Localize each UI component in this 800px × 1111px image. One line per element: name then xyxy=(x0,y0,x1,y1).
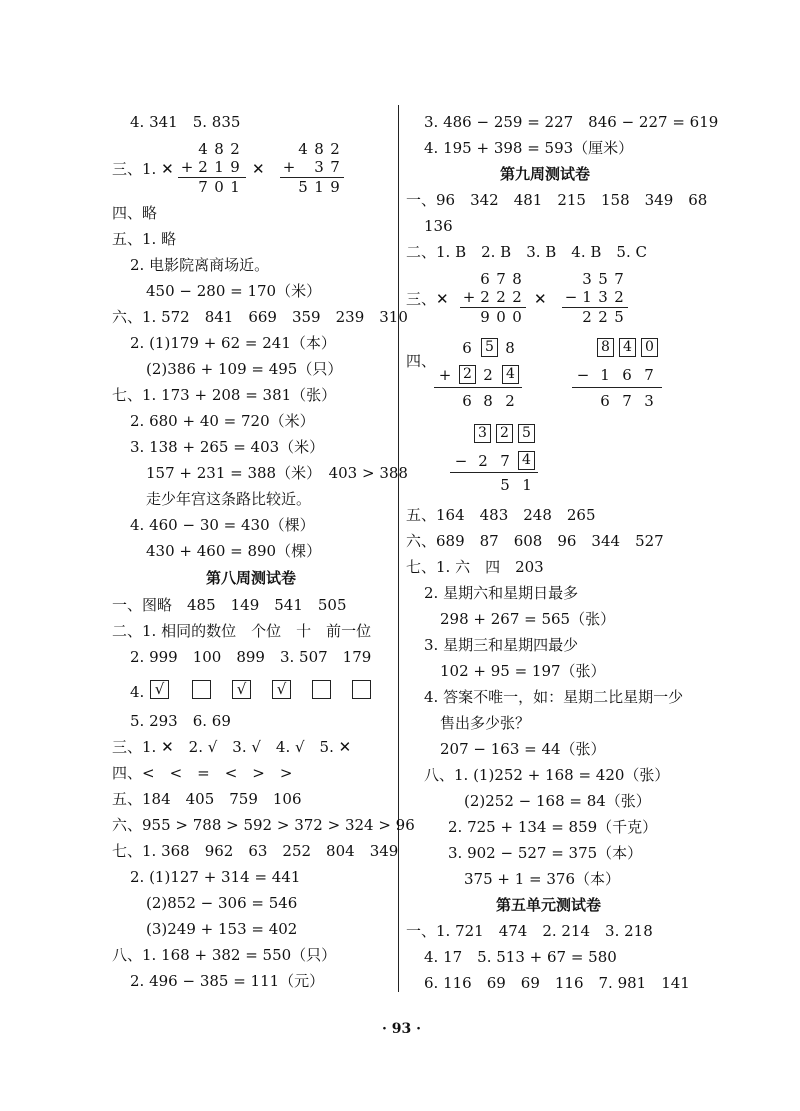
answer-line: 七、1. 173 + 208 = 381（张） xyxy=(112,386,337,404)
calc-digit: 5 xyxy=(500,476,510,494)
section-title: 第五单元测试卷 xyxy=(496,896,602,914)
answer-box: √ xyxy=(232,680,251,699)
calc-digit: 2 xyxy=(483,366,493,384)
calc-digit: 7 xyxy=(614,270,624,288)
answer-line: 375 + 1 = 376（本） xyxy=(464,870,621,888)
section-label: 四、 xyxy=(406,352,437,370)
answer-line: 八、1. 168 + 382 = 550（只） xyxy=(112,946,337,964)
calc-digit: 1 xyxy=(230,178,240,196)
answer-line: 4. 341 5. 835 xyxy=(130,113,241,131)
answer-line: 2. 680 + 40 = 720（米） xyxy=(130,412,315,430)
calc-digit: 2 xyxy=(496,288,506,306)
answer-line: 五、1. 略 xyxy=(112,230,177,248)
calc-digit: 1 xyxy=(314,178,324,196)
calc-digit: 6 xyxy=(600,392,610,410)
calc-digit: 7 xyxy=(496,270,506,288)
calc-operator: + xyxy=(462,288,476,306)
wrong-mark: ✕ xyxy=(534,290,547,308)
answer-line: 4. 460 − 30 = 430（棵） xyxy=(130,516,315,534)
answer-line: 六、689 87 608 96 344 527 xyxy=(406,532,664,550)
answer-line: 157 + 231 = 388（米） 403 > 388 xyxy=(146,464,408,482)
calc-digit: 9 xyxy=(330,178,340,196)
answer-line: 一、96 342 481 215 158 349 68 xyxy=(406,191,708,209)
calc-digit: 9 xyxy=(480,308,490,326)
filled-box: 3 xyxy=(474,424,491,443)
answer-line: 二、1. B 2. B 3. B 4. B 5. C xyxy=(406,243,647,261)
calc-digit: 5 xyxy=(298,178,308,196)
answer-line: (2)852 − 306 = 546 xyxy=(146,894,298,912)
answer-box: √ xyxy=(272,680,291,699)
filled-box: 2 xyxy=(459,365,476,384)
calc-digit: 1 xyxy=(582,288,592,306)
calc-digit: 2 xyxy=(330,140,340,158)
answer-line: (2)252 − 168 = 84（张） xyxy=(464,792,651,810)
section-label: 三、1. ✕ xyxy=(112,160,174,178)
calc-digit: 1 xyxy=(214,158,224,176)
section-title: 第九周测试卷 xyxy=(500,165,591,183)
calc-operator: + xyxy=(438,366,452,384)
wrong-mark: ✕ xyxy=(252,160,265,178)
answer-line: (2)386 + 109 = 495（只） xyxy=(146,360,343,378)
answer-line: 五、184 405 759 106 xyxy=(112,790,302,808)
calc-digit: 8 xyxy=(314,140,324,158)
calc-digit: 8 xyxy=(483,392,493,410)
calc-digit: 3 xyxy=(582,270,592,288)
calc-operator: + xyxy=(180,158,194,176)
answer-line: 4. 195 + 398 = 593（厘米） xyxy=(424,139,634,157)
answer-line: 2. 725 + 134 = 859（千克） xyxy=(448,818,658,836)
calc-digit: 2 xyxy=(198,158,208,176)
calc-line xyxy=(434,387,522,388)
answer-box xyxy=(312,680,331,699)
calc-digit: 2 xyxy=(478,452,488,470)
answer-line: 2. 电影院离商场近。 xyxy=(130,256,270,274)
answer-box: √ xyxy=(150,680,169,699)
answer-line: 2. (1)179 + 62 = 241（本） xyxy=(130,334,336,352)
answer-line: 3. 138 + 265 = 403（米） xyxy=(130,438,325,456)
filled-box: 5 xyxy=(481,338,498,357)
answer-line: 一、1. 721 474 2. 214 3. 218 xyxy=(406,922,653,940)
calc-line xyxy=(450,472,538,473)
calc-digit: 7 xyxy=(500,452,510,470)
answer-line: 5. 293 6. 69 xyxy=(130,712,231,730)
calc-digit: 2 xyxy=(582,308,592,326)
calc-digit: 0 xyxy=(496,308,506,326)
answer-line: 四、略 xyxy=(112,204,158,222)
calc-digit: 6 xyxy=(622,366,632,384)
calc-operator: + xyxy=(282,158,296,176)
calc-digit: 2 xyxy=(614,288,624,306)
answer-line: 七、1. 368 962 63 252 804 349 xyxy=(112,842,399,860)
filled-box: 4 xyxy=(518,451,535,470)
answer-line: 4. 答案不唯一，如：星期二比星期一少 xyxy=(424,688,684,706)
calc-digit: 7 xyxy=(198,178,208,196)
calc-digit: 2 xyxy=(230,140,240,158)
filled-box: 4 xyxy=(619,338,636,357)
calc-digit: 5 xyxy=(598,270,608,288)
answer-line: 四、< < = < > > xyxy=(112,764,293,782)
calc-digit: 2 xyxy=(512,288,522,306)
answer-line: 6. 116 69 69 116 7. 981 141 xyxy=(424,974,690,992)
calc-digit: 6 xyxy=(462,339,472,357)
calc-digit: 8 xyxy=(214,140,224,158)
answer-line: 六、1. 572 841 669 359 239 310 xyxy=(112,308,408,326)
calc-digit: 3 xyxy=(598,288,608,306)
answer-line: 五、164 483 248 265 xyxy=(406,506,596,524)
answer-line: 八、1. (1)252 + 168 = 420（张） xyxy=(424,766,670,784)
page-number: · 93 · xyxy=(382,1021,421,1037)
answer-line: 136 xyxy=(424,217,453,235)
answer-line: 430 + 460 = 890（棵） xyxy=(146,542,322,560)
calc-digit: 1 xyxy=(600,366,610,384)
calc-operator: − xyxy=(576,366,590,384)
answer-line: 六、955 > 788 > 592 > 372 > 324 > 96 xyxy=(112,816,415,834)
section-title: 第八周测试卷 xyxy=(206,569,297,587)
calc-operator: − xyxy=(564,288,578,306)
calc-digit: 6 xyxy=(480,270,490,288)
calc-digit: 4 xyxy=(198,140,208,158)
calc-digit: 8 xyxy=(512,270,522,288)
calc-operator: − xyxy=(454,452,468,470)
calc-digit: 5 xyxy=(614,308,624,326)
section-label: 三、✕ xyxy=(406,290,449,308)
calc-digit: 2 xyxy=(505,392,515,410)
calc-digit: 3 xyxy=(314,158,324,176)
answer-line: 走少年宫这条路比较近。 xyxy=(146,490,312,508)
calc-digit: 0 xyxy=(214,178,224,196)
answer-line: 2. 999 100 899 3. 507 179 xyxy=(130,648,372,666)
calc-digit: 6 xyxy=(462,392,472,410)
answer-line: 450 − 280 = 170（米） xyxy=(146,282,322,300)
answer-box xyxy=(352,680,371,699)
answer-line: 3. 902 − 527 = 375（本） xyxy=(448,844,643,862)
answer-line: 207 − 163 = 44（张） xyxy=(440,740,606,758)
answer-line: 3. 星期三和星期四最少 xyxy=(424,636,579,654)
answer-line: 2. 星期六和星期日最多 xyxy=(424,584,579,602)
answer-line: 4. xyxy=(130,683,145,701)
answer-line: 一、图略 485 149 541 505 xyxy=(112,596,347,614)
calc-digit: 2 xyxy=(598,308,608,326)
calc-digit: 9 xyxy=(230,158,240,176)
answer-line: 三、1. ✕ 2. √ 3. √ 4. √ 5. ✕ xyxy=(112,738,352,756)
calc-digit: 8 xyxy=(505,339,515,357)
answer-line: (3)249 + 153 = 402 xyxy=(146,920,298,938)
filled-box: 8 xyxy=(597,338,614,357)
answer-line: 298 + 267 = 565（张） xyxy=(440,610,616,628)
answer-line: 102 + 95 = 197（张） xyxy=(440,662,606,680)
answer-line: 4. 17 5. 513 + 67 = 580 xyxy=(424,948,617,966)
calc-digit: 0 xyxy=(512,308,522,326)
answer-box xyxy=(192,680,211,699)
calc-digit: 7 xyxy=(330,158,340,176)
answer-line: 二、1. 相同的数位 个位 十 前一位 xyxy=(112,622,372,640)
calc-digit: 7 xyxy=(644,366,654,384)
filled-box: 4 xyxy=(502,365,519,384)
answer-line: 七、1. 六 四 203 xyxy=(406,558,544,576)
filled-box: 2 xyxy=(496,424,513,443)
answer-line: 售出多少张？ xyxy=(440,714,531,732)
answer-line: 2. 496 − 385 = 111（元） xyxy=(130,972,325,990)
calc-line xyxy=(572,387,662,388)
answer-line: 3. 486 − 259 = 227 846 − 227 = 619 xyxy=(424,113,719,131)
calc-digit: 1 xyxy=(522,476,532,494)
filled-box: 0 xyxy=(641,338,658,357)
calc-digit: 3 xyxy=(644,392,654,410)
calc-digit: 4 xyxy=(298,140,308,158)
answer-line: 2. (1)127 + 314 = 441 xyxy=(130,868,301,886)
calc-digit: 2 xyxy=(480,288,490,306)
filled-box: 5 xyxy=(518,424,535,443)
calc-digit: 7 xyxy=(622,392,632,410)
